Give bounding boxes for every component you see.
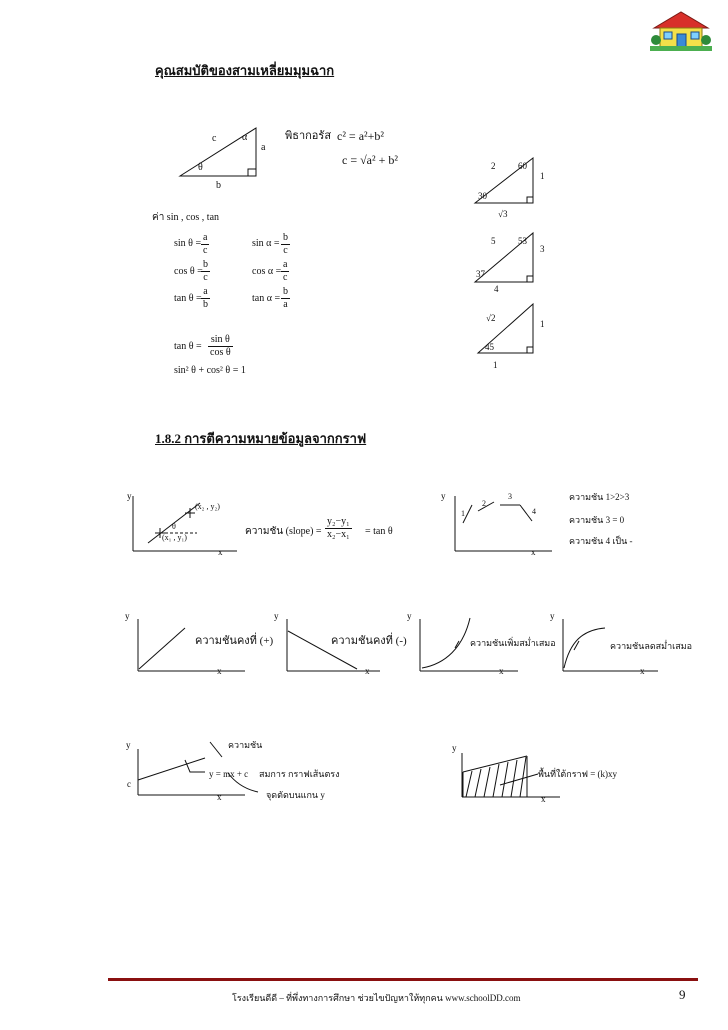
- triangle-label-alpha: α: [242, 132, 248, 143]
- cos-theta-label: cos θ =: [174, 266, 203, 277]
- graph4-y: y: [550, 611, 555, 621]
- tri3-hyp: √2: [486, 313, 496, 323]
- cos-alpha-label: cos α =: [252, 266, 282, 277]
- section-title-graphs: 1.8.2 การตีความหมายข้อมูลจากกราฟ: [155, 431, 367, 446]
- tri1-bottom-angle: 30: [478, 191, 487, 201]
- pythagoras-root-equation: c = √a² + b²: [342, 153, 398, 167]
- tri3-bottom-angle: 45: [485, 342, 494, 352]
- linear-intercept-label: จุดตัดบนแกน y: [266, 790, 325, 800]
- tri1-top-angle: 60: [518, 161, 527, 171]
- tri1-hyp: 2: [491, 161, 496, 171]
- linear-graph-c: c: [127, 779, 131, 789]
- area-under-graph-label: พื้นที่ใต้กราฟ = (k)xy: [538, 769, 618, 779]
- footer-text: โรงเรียนดีดี – ที่พึ่งทางการศึกษา ช่วยไขปัญหาให้ทุกคน www.schoolDD.com: [232, 993, 521, 1003]
- sin-alpha-fraction: $\frac{b}{c}$: [283, 232, 288, 256]
- tri1-base: √3: [498, 209, 508, 219]
- curve-note-2: ความชัน 3 = 0: [569, 515, 625, 525]
- triangle-label-b: b: [216, 180, 221, 191]
- graph1-y: y: [125, 611, 130, 621]
- tri2-hyp: 5: [491, 236, 496, 246]
- section-title-triangle: คุณสมบัติของสามเหลี่ยมมุมฉาก: [155, 63, 335, 78]
- tri2-vertical: 3: [540, 244, 545, 254]
- footer-divider: [108, 978, 698, 981]
- right-angle-mark: [248, 169, 256, 176]
- linear-equation: y = mx + c: [209, 769, 249, 779]
- area-graph-y: y: [452, 743, 457, 753]
- tri2-bottom-angle: 37: [476, 269, 485, 279]
- triangle-label-theta: θ: [198, 162, 203, 173]
- curve-graph-x: x: [531, 547, 536, 557]
- trig-header: ค่า sin , cos , tan: [152, 212, 220, 223]
- graph2-y: y: [274, 611, 279, 621]
- tan-theta-fraction: $\frac{a}{b}$: [203, 286, 208, 310]
- linear-equation-desc: สมการ กราฟเส้นตรง: [259, 769, 340, 779]
- curve-seg-2: 2: [482, 499, 486, 508]
- tri3-vertical: 1: [540, 319, 545, 329]
- tri2-base: 4: [494, 284, 499, 294]
- slope-graph-y: y: [127, 491, 132, 501]
- tan-theta-label: tan θ =: [174, 293, 202, 304]
- curve-note-1: ความชัน 1>2>3: [569, 492, 630, 502]
- linear-graph-y: y: [126, 740, 131, 750]
- curve-graph-axes: [455, 496, 552, 551]
- graph1-x: x: [217, 666, 222, 676]
- sin-theta-fraction: $\frac{a}{c}$: [203, 232, 208, 256]
- linear-slope-label: ความชัน: [228, 740, 263, 750]
- tan-alpha-label: tan α =: [252, 293, 281, 304]
- graph4-label: ความชันลดสม่ำเสมอ: [610, 641, 693, 651]
- cos-theta-fraction: $\frac{b}{c}$: [203, 259, 208, 283]
- tri1-vertical: 1: [540, 171, 545, 181]
- sin-alpha-label: sin α =: [252, 238, 280, 249]
- pythagoras-equation: c² = a²+b²: [337, 129, 384, 143]
- area-graph-x: x: [541, 794, 546, 804]
- graph3-x: x: [499, 666, 504, 676]
- curve-seg-1: 1: [461, 509, 465, 518]
- point-2-label: (x₂ , y₂): [195, 502, 220, 511]
- linear-graph-x: x: [217, 792, 222, 802]
- page-number: 9: [679, 987, 686, 1002]
- curve-note-3: ความชัน 4 เป็น -: [569, 536, 633, 546]
- triangle-label-a: a: [261, 142, 266, 153]
- slope-graph-x: x: [218, 547, 223, 557]
- triangle-label-c: c: [212, 133, 217, 144]
- slope-theta: θ: [172, 522, 176, 531]
- graph3-y: y: [407, 611, 412, 621]
- curve-graph-y: y: [441, 491, 446, 501]
- curve-seg-3: 3: [508, 492, 512, 501]
- slope-formula-fraction: $\frac{\text{y₂−y₁}}{\text{x₂−x₁}}$: [327, 516, 350, 540]
- slope-formula-tan: = tan θ: [365, 526, 393, 537]
- tan-ratio-fraction: $\frac{\text{sin θ}}{\text{cos θ}}$: [210, 334, 231, 358]
- sin-theta-label: sin θ =: [174, 238, 202, 249]
- graph2-label: ความชันคงที่ (-): [331, 635, 407, 647]
- graph3-label: ความชันเพิ่มสม่ำเสมอ: [470, 638, 556, 648]
- tri2-top-angle: 53: [518, 236, 527, 246]
- cos-alpha-fraction: $\frac{a}{c}$: [283, 259, 288, 283]
- tan-ratio-label: tan θ =: [174, 341, 202, 352]
- curve-seg-4: 4: [532, 507, 536, 516]
- point-1-label: (x₁ , y₁): [162, 533, 187, 542]
- graph2-x: x: [365, 666, 370, 676]
- trig-identity: sin² θ + cos² θ = 1: [174, 365, 246, 376]
- tan-alpha-fraction: $\frac{b}{a}$: [283, 286, 288, 310]
- tri3-base: 1: [493, 360, 498, 370]
- graph1-label: ความชันคงที่ (+): [195, 635, 274, 647]
- slope-formula-label: ความชัน (slope) =: [245, 526, 322, 537]
- pythagoras-label: พิธากอรัส: [285, 130, 332, 142]
- graph4-x: x: [640, 666, 645, 676]
